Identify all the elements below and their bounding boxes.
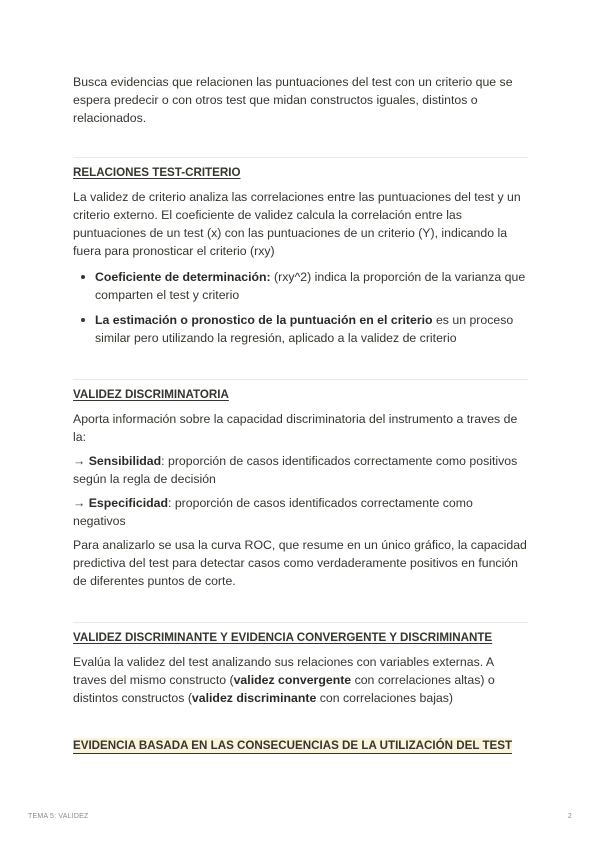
footer-title: TEMA 5: VALIDEZ: [28, 813, 89, 820]
paragraph-curva-roc: Para analizarlo se usa la curva ROC, que resume en un único gráfico, la capacidad predictiva del test para detectar casos como verdaderamente positivos en función de diferentes puntos de corte.: [73, 538, 527, 588]
heading-relaciones-test-criterio: RELACIONES TEST-CRITERIO: [73, 166, 241, 179]
list-item-estimacion: La estimación o pronostico de la puntuación en el criterio es un proceso similar pero utilizando la regresión, aplicado a la validez de criterio: [73, 311, 528, 347]
bullet-list: [73, 268, 528, 347]
paragraph-discriminatoria: Aporta información sobre la capacidad discriminatoria del instrumento a traves de la:: [73, 412, 518, 444]
item-especificidad: → Especificidad: proporción de casos identificados correctamente como negativos: [73, 496, 473, 528]
item-sensibilidad: → Sensibilidad: proporción de casos identificados correctamente como positivos según la regla de decisión: [73, 454, 518, 486]
intro-paragraph: Busca evidencias que relacionen las puntuaciones del test con un criterio que se espera predecir o con otros test que midan constructos iguales, distintos o relacionados.: [73, 75, 513, 125]
paragraph-convergente: Evalúa la validez del test analizando sus relaciones con variables externas. A traves del mismo constructo (validez convergente con correlaciones altas) o distintos constructos (validez discriminante con correlaciones bajas): [73, 655, 495, 705]
heading-validez-discriminatoria: VALIDEZ DISCRIMINATORIA: [73, 388, 229, 401]
arrow-right-icon: →: [73, 454, 86, 468]
page-number: 2: [567, 813, 572, 820]
arrow-right-icon: →: [73, 496, 86, 510]
section-validez-discriminatoria: [73, 410, 528, 590]
list-item-coeficiente: Coeficiente de determinación: (rxy^2) indica la proporción de la varianza que comparten el test y criterio: [73, 268, 528, 304]
divider: [73, 622, 528, 623]
section-validez-discriminante: [73, 653, 528, 707]
divider: [73, 379, 528, 380]
section-relaciones-test-criterio: [73, 188, 528, 347]
divider: [73, 157, 528, 158]
heading-consecuencias: EVIDENCIA BASADA EN LAS CONSECUENCIAS DE LA UTILIZACIÓN DEL TEST: [73, 739, 513, 752]
paragraph-validez-criterio: La validez de criterio analiza las correlaciones entre las puntuaciones del test y un criterio externo. El coeficiente de validez calcula la correlación entre las puntuaciones de un test (x) con las puntuaciones de un criterio (Y), indicando la fuera para pronosticar el criterio (rxy): [73, 190, 521, 258]
heading-validez-discriminante: VALIDEZ DISCRIMINANTE Y EVIDENCIA CONVERGENTE Y DISCRIMINANTE: [73, 631, 493, 644]
